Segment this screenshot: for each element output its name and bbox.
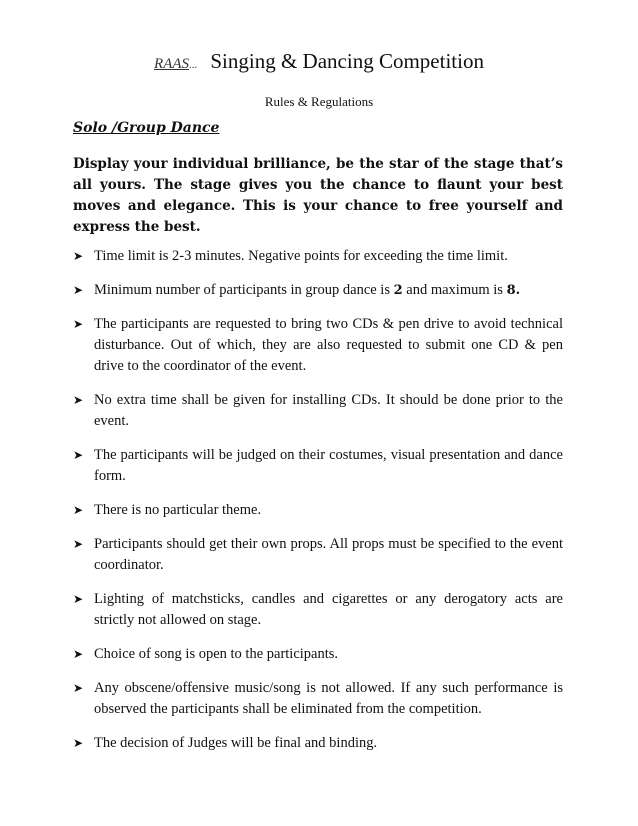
rule-text: There is no particular theme. (94, 502, 262, 518)
rule-text: The participants will be judged on their costumes, visual presentation and dance form. (94, 447, 563, 484)
rule-text: Lighting of matchsticks, candles and cigarettes or any derogatory acts are strictly not allowed on stage. (94, 591, 563, 628)
arrow-bullet-icon: ➤ (73, 736, 84, 750)
arrow-bullet-icon: ➤ (73, 592, 84, 606)
rule-text: Time limit is 2-3 minutes. Negative points for exceeding the time limit. (94, 248, 508, 264)
competition-title: Singing & Dancing Competition (210, 49, 484, 73)
rule-text: No extra time shall be given for installing CDs. It should be done prior to the event. (94, 392, 563, 429)
rule-text: Any obscene/offensive music/song is not allowed. If any such performance is observed the participants shall be eliminated from the competition. (94, 680, 563, 717)
rule-item (73, 644, 563, 665)
arrow-bullet-icon: ➤ (73, 448, 84, 462)
rule-item (73, 500, 563, 521)
arrow-bullet-icon: ➤ (73, 249, 84, 263)
max-participants: 8. (506, 283, 521, 298)
intro-paragraph: Display your individual brilliance, be the star of the stage that’s all yours. The stage gives you the chance to flaunt your best moves and elegance. This is your chance to free yourself and express the best. (73, 156, 563, 235)
rule-item (73, 589, 563, 631)
arrow-bullet-icon: ➤ (73, 317, 84, 331)
rule-item (73, 246, 563, 267)
brand-dots: ... (189, 59, 198, 71)
rule-text: Participants should get their own props. All props must be specified to the event coordinator. (94, 536, 563, 573)
rule-text: Minimum number of participants in group dance is (94, 282, 394, 298)
rule-item (73, 390, 563, 432)
rule-item (73, 678, 563, 720)
rule-text: Choice of song is open to the participants. (94, 646, 339, 662)
arrow-bullet-icon: ➤ (73, 537, 84, 551)
rule-item (73, 534, 563, 576)
arrow-bullet-icon: ➤ (73, 647, 84, 661)
rule-item (73, 280, 563, 301)
arrow-bullet-icon: ➤ (73, 681, 84, 695)
min-participants: 2 (393, 283, 403, 298)
arrow-bullet-icon: ➤ (73, 393, 84, 407)
page-title (0, 49, 638, 74)
arrow-bullet-icon: ➤ (73, 283, 84, 297)
rule-text: The decision of Judges will be final and binding. (94, 735, 378, 751)
rule-text: The participants are requested to bring two CDs & pen drive to avoid technical disturbance. Out of which, they are also requested to submit one CD & pen drive to the coordinator of the event. (94, 316, 563, 374)
rules-list (73, 246, 563, 767)
rule-text: and maximum is (402, 282, 507, 298)
section-heading: Solo /Group Dance (73, 120, 220, 136)
page-subtitle: Rules & Regulations (264, 94, 374, 109)
arrow-bullet-icon: ➤ (73, 503, 84, 517)
rule-item (73, 445, 563, 487)
rule-item (73, 314, 563, 377)
brand-name: RAAS (154, 56, 190, 72)
rule-item (73, 733, 563, 754)
